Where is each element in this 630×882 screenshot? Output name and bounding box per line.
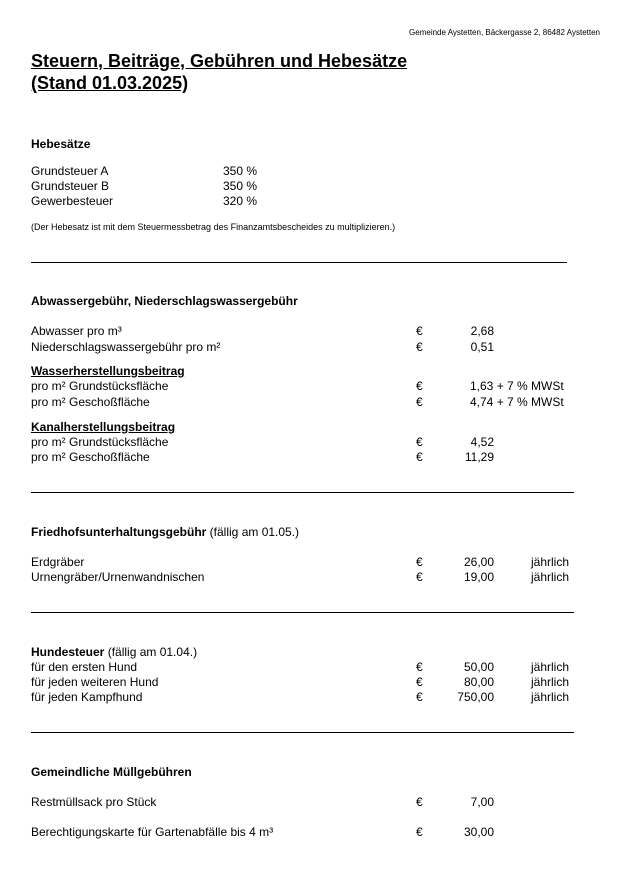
currency-symbol: € [416,340,423,354]
currency-symbol: € [416,690,423,704]
subheading-kanalherstellungsbeitrag: Kanalherstellungsbeitrag [31,420,176,434]
currency-symbol: € [416,675,423,689]
currency-symbol: € [416,395,423,409]
section-heading-muell: Gemeindliche Müllgebühren [31,765,192,779]
fee-value: 26,00 [463,555,494,569]
hebesatz-label: Grundsteuer B [31,179,110,193]
fee-value: 50,00 [463,660,494,674]
hebesatz-label: Gewerbesteuer [31,194,114,208]
fee-value: 7,00 [470,795,494,809]
fee-label: Abwasser pro m³ [31,324,122,338]
fee-value: 2,68 [470,324,494,338]
section-heading-abwasser: Abwassergebühr, Niederschlagswassergebühr [31,294,298,308]
fee-period: jährlich [531,555,570,569]
fee-label: pro m² Geschoßfläche [31,395,150,409]
fee-label: für jeden Kampfhund [31,690,143,704]
section-divider [31,612,574,613]
document-header: Gemeinde Aystetten, Bäckergasse 2, 86482 Aystetten [409,28,600,37]
section-divider [31,732,574,733]
currency-symbol: € [416,795,423,809]
hundesteuer-due-date: (fällig am 01.04.) [104,645,198,659]
section-heading-hundesteuer [31,645,197,659]
currency-symbol: € [416,555,423,569]
fee-label: Niederschlagswassergebühr pro m² [31,340,221,354]
fee-period: jährlich [531,660,570,674]
fee-value: 0,51 [470,340,494,354]
fee-value: 11,29 [464,450,494,464]
page-subtitle-date: (Stand 01.03.2025) [31,73,189,93]
fee-label: pro m² Geschoßfläche [31,450,150,464]
hundesteuer-heading-text: Hundesteuer [31,645,105,659]
fee-value: 1,63 + 7 % MWSt [470,379,564,393]
fee-value: 80,00 [463,675,494,689]
hebesatz-label: Grundsteuer A [31,164,109,178]
fee-value: 4,74 + 7 % MWSt [470,395,564,409]
section-heading-hebesaetze: Hebesätze [31,137,91,151]
currency-symbol: € [416,570,423,584]
hebesatz-value: 350 % [223,179,258,193]
fee-label: Urnengräber/Urnenwandnischen [31,570,205,584]
fee-value: 4,52 [470,435,494,449]
section-divider [31,262,567,263]
currency-symbol: € [416,660,423,674]
fee-label: Restmüllsack pro Stück [31,795,157,809]
fee-label: Berechtigungskarte für Gartenabfälle bis 4 m³ [31,825,274,839]
hebesatz-value: 320 % [223,194,258,208]
currency-symbol: € [416,435,423,449]
fee-value: 30,00 [463,825,494,839]
fee-period: jährlich [531,570,570,584]
hebesatz-note: (Der Hebesatz ist mit dem Steuermessbetrag des Finanzamtsbescheides zu multiplizieren.) [31,222,396,232]
currency-symbol: € [416,825,423,839]
fee-label: für jeden weiteren Hund [31,675,159,689]
fee-value: 750,00 [457,690,494,704]
fee-label: für den ersten Hund [31,660,138,674]
fee-period: jährlich [531,675,570,689]
currency-symbol: € [416,450,423,464]
fee-period: jährlich [531,690,570,704]
friedhof-heading-text: Friedhofsunterhaltungsgebühr [31,525,207,539]
hebesatz-value: 350 % [223,164,258,178]
fee-value: 19,00 [463,570,494,584]
currency-symbol: € [416,379,423,393]
fee-label: Erdgräber [31,555,85,569]
fee-label: pro m² Grundstücksfläche [31,379,169,393]
currency-symbol: € [416,324,423,338]
section-heading-friedhof [31,525,299,539]
page-title: Steuern, Beiträge, Gebühren und Hebesätze [31,51,408,71]
friedhof-due-date: (fällig am 01.05.) [206,525,300,539]
subheading-wasserherstellungsbeitrag: Wasserherstellungsbeitrag [31,364,185,378]
fee-label: pro m² Grundstücksfläche [31,435,169,449]
section-divider [31,492,574,493]
